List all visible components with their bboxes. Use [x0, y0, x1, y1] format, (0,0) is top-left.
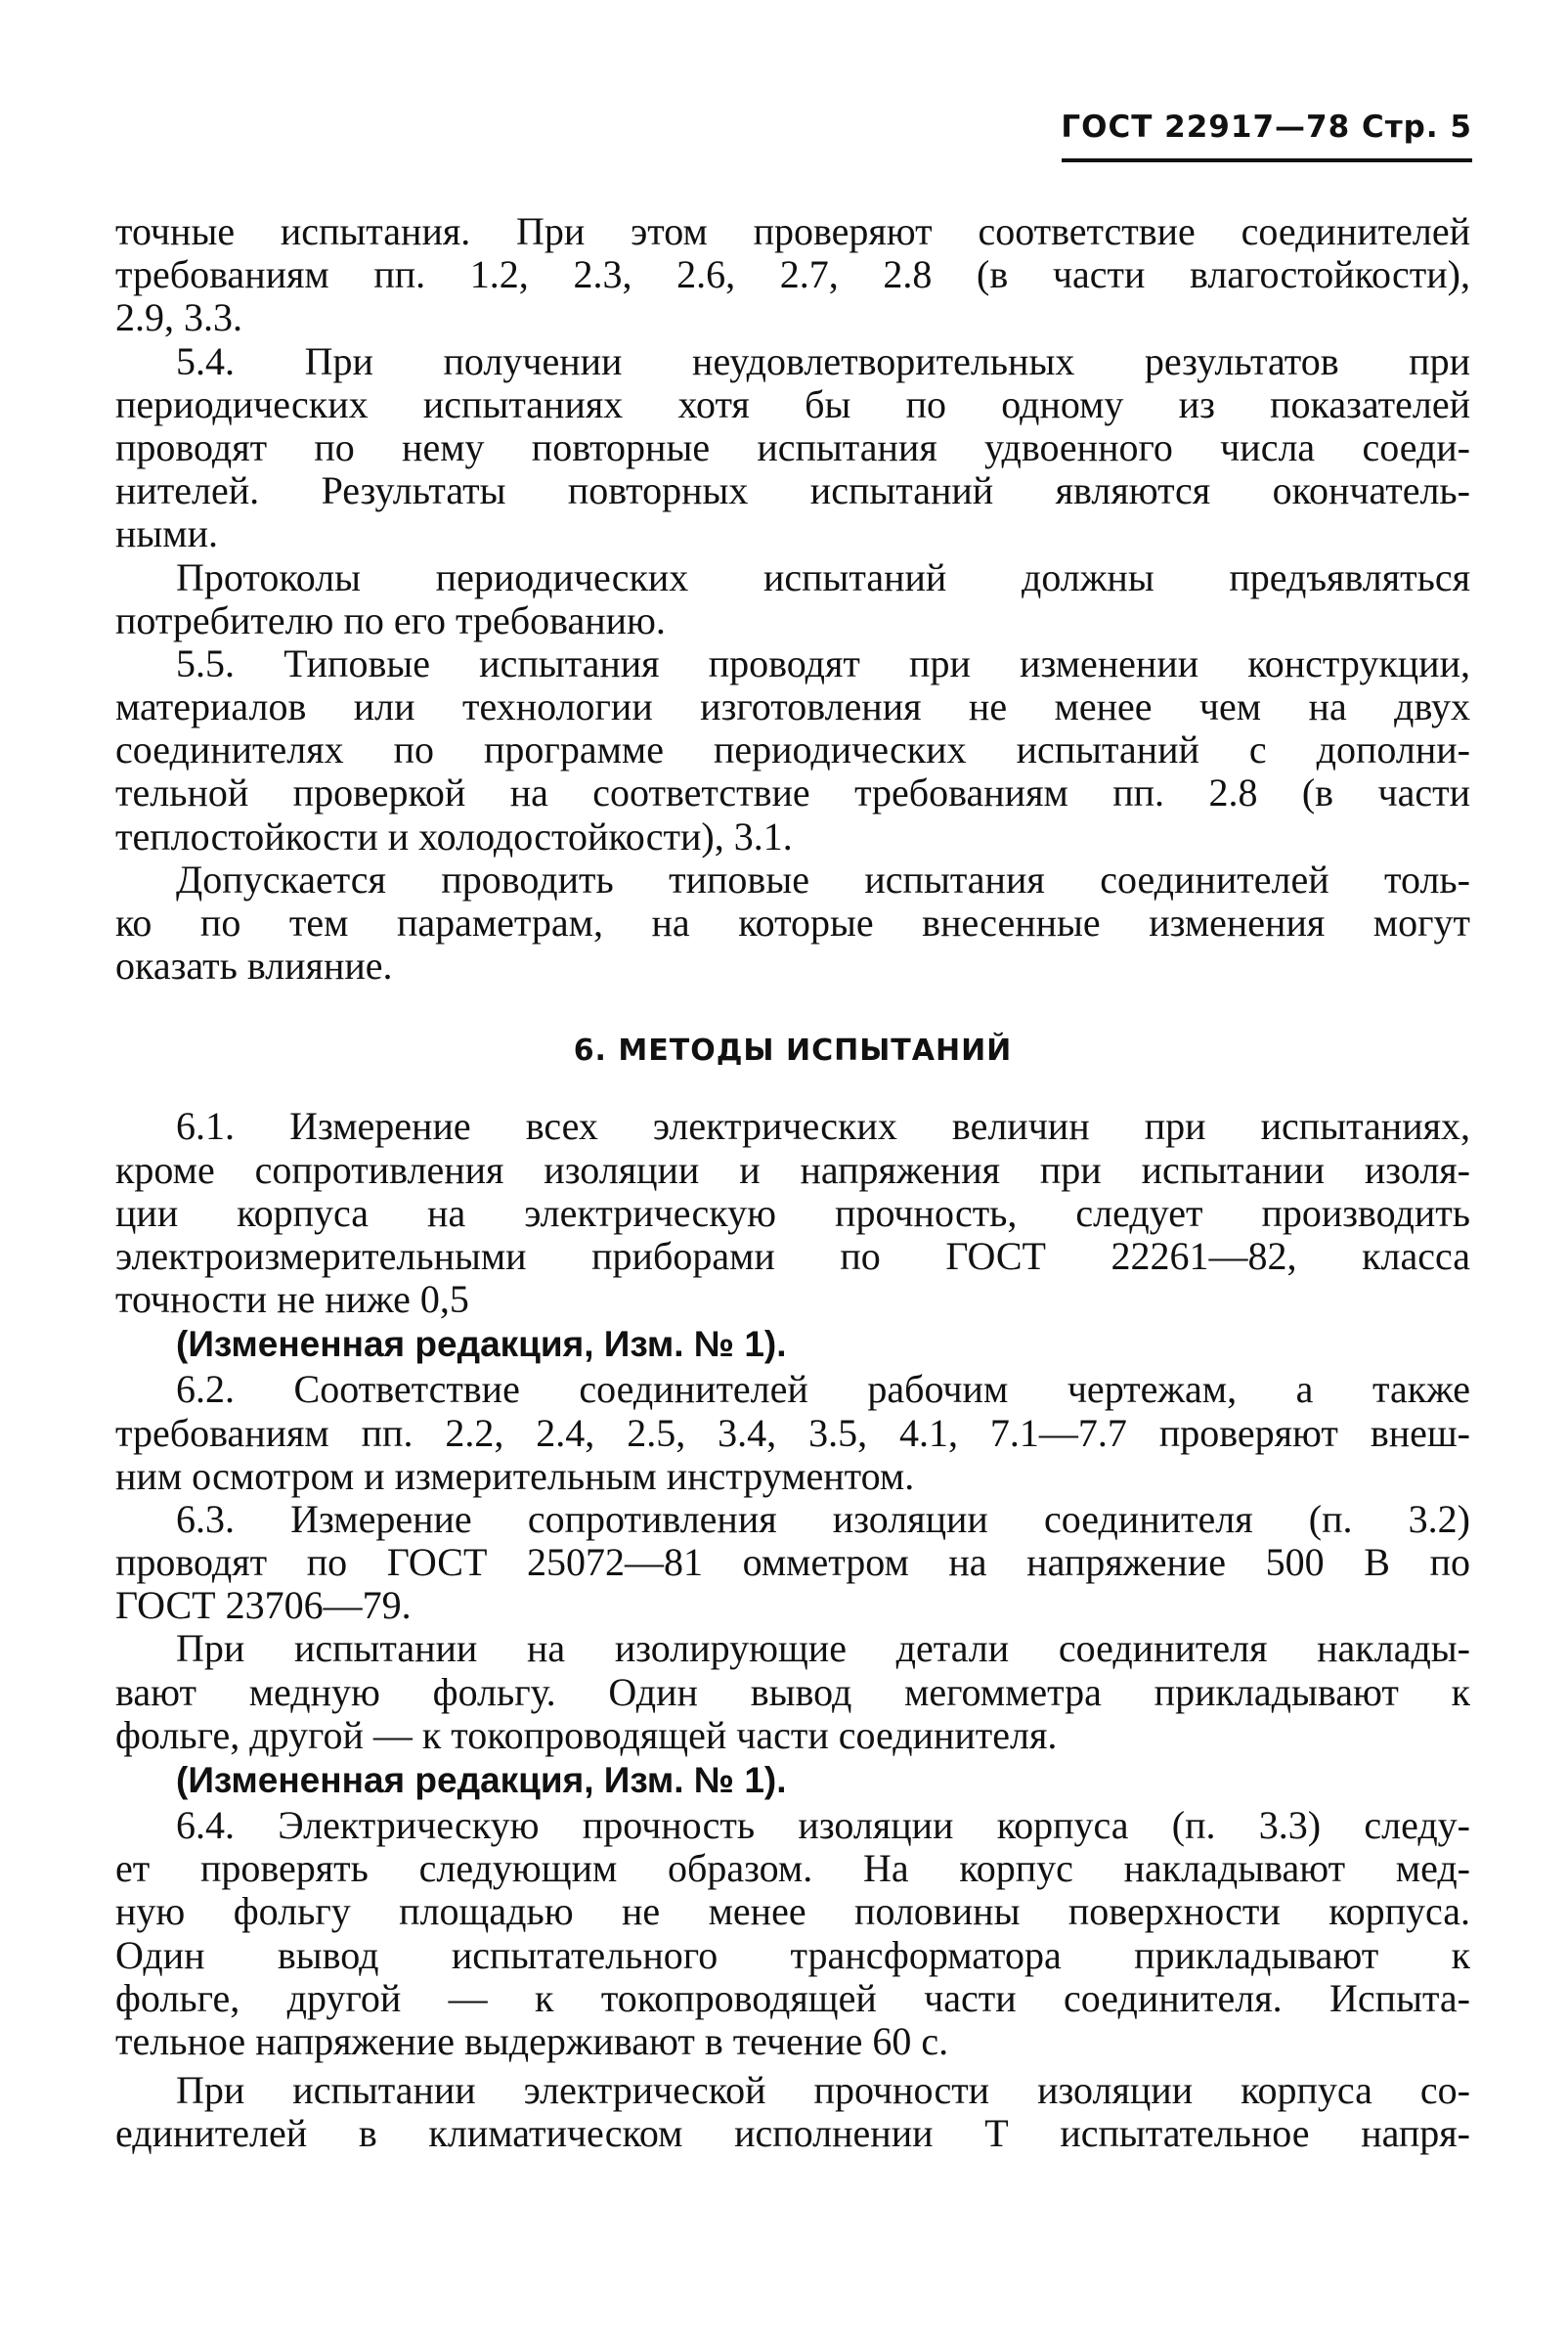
text-line: периодических испытаниях хотя бы по одному из показателей — [115, 382, 1470, 426]
text-line: ГОСТ 23706—79. — [115, 1584, 412, 1628]
text-line: 2.9, 3.3. — [115, 296, 242, 340]
text-line: ную фольгу площадью не менее половины поверхности корпуса. — [115, 1890, 1470, 1934]
paragraph-protocols — [115, 556, 1470, 642]
text-line: ет проверять следующим образом. На корпус накладывают мед- — [115, 1847, 1470, 1891]
text-line: 6.4. Электрическую прочность изоляции корпуса (п. 3.3) следу- — [176, 1804, 1470, 1847]
text-line: нителей. Результаты повторных испытаний являются окончатель- — [115, 469, 1470, 513]
running-header: ГОСТ 22917—78 Стр. 5 — [1061, 110, 1472, 145]
paragraph-climatic — [115, 2069, 1470, 2155]
text-line: вают медную фольгу. Один вывод мегомметра прикладывают к — [115, 1670, 1470, 1714]
text-line: требованиям пп. 2.2, 2.4, 2.5, 3.4, 3.5, 4.1, 7.1—7.7 проверяют внеш- — [115, 1411, 1470, 1455]
paragraph-foil — [115, 1627, 1470, 1757]
revision-note: (Измененная редакция, Изм. № 1). — [176, 1760, 787, 1800]
text-line: точные испытания. При этом проверяют соответствие соединителей — [115, 210, 1470, 253]
paragraph-6-4 — [115, 1804, 1470, 2063]
text-line: Протоколы периодических испытаний должны предъявляться — [176, 555, 1470, 599]
text-line: 6.2. Соответствие соединителей рабочим чертежам, а также — [176, 1368, 1470, 1412]
text-line: оказать влияние. — [115, 945, 393, 989]
text-line: Один вывод испытательного трансформатора прикладывают к — [115, 1933, 1470, 1977]
text-line: кроме сопротивления изоляции и напряжения при испытании изоля- — [115, 1148, 1470, 1192]
revision-note: (Измененная редакция, Изм. № 1). — [176, 1324, 787, 1365]
paragraph-6-2 — [115, 1368, 1470, 1498]
text-line: ции корпуса на электрическую прочность, следует производить — [115, 1191, 1470, 1235]
text-line: фольге, другой — к токопроводящей части соединителя. — [115, 1713, 1058, 1757]
text-line: теплостойкости и холодостойкости), 3.1. — [115, 815, 793, 859]
text-line: точности не ниже 0,5 — [115, 1278, 469, 1322]
text-line: единителей в климатическом исполнении Т испытательное напря- — [115, 2112, 1470, 2156]
text-line: 5.4. При получении неудовлетворительных результатов при — [176, 339, 1470, 383]
text-line: Допускается проводить типовые испытания соединителей толь- — [176, 858, 1470, 902]
text-line: ним осмотром и измерительным инструментом. — [115, 1454, 915, 1498]
text-line: 6.3. Измерение сопротивления изоляции соединителя (п. 3.2) — [176, 1497, 1470, 1541]
paragraph-6-3 — [115, 1498, 1470, 1628]
section-title: 6. МЕТОДЫ ИСПЫТАНИЙ — [573, 1034, 1013, 1069]
page-content — [115, 210, 1470, 2156]
paragraph-5-4 — [115, 340, 1470, 556]
paragraph-5-5 — [115, 642, 1470, 859]
text-line: фольге, другой — к токопроводящей части соединителя. Испыта- — [115, 1976, 1470, 2020]
text-line: 5.5. Типовые испытания проводят при изменении конструкции, — [176, 641, 1470, 685]
text-line: тельной проверкой на соответствие требованиям пп. 2.8 (в части — [115, 771, 1470, 815]
text-line: тельное напряжение выдерживают в течение 60 с. — [115, 2019, 949, 2063]
text-line: материалов или технологии изготовления не менее чем на двух — [115, 685, 1470, 729]
text-line: проводят по ГОСТ 25072—81 омметром на напряжение 500 В по — [115, 1541, 1470, 1585]
text-line: требованиям пп. 1.2, 2.3, 2.6, 2.7, 2.8 (в части влагостойкости), — [115, 253, 1470, 297]
text-line: проводят по нему повторные испытания удвоенного числа соеди- — [115, 425, 1470, 469]
text-line: потребителю по его требованию. — [115, 598, 666, 642]
text-line: соединителях по программе периодических испытаний с дополни- — [115, 728, 1470, 772]
text-line: 6.1. Измерение всех электрических величин при испытаниях, — [176, 1105, 1470, 1149]
text-line: ко по тем параметрам, на которые внесенные изменения могут — [115, 902, 1470, 945]
text-line: электроизмерительными приборами по ГОСТ 22261—82, класса — [115, 1234, 1470, 1278]
paragraph-allowed-tests — [115, 859, 1470, 989]
text-line: ными. — [115, 512, 218, 556]
text-line: При испытании электрической прочности изоляции корпуса со- — [176, 2069, 1470, 2113]
header-rule — [1062, 158, 1472, 162]
paragraph-6-1 — [115, 1105, 1470, 1321]
paragraph-continued — [115, 210, 1470, 340]
text-line: При испытании на изолирующие детали соединителя наклады- — [176, 1627, 1470, 1671]
